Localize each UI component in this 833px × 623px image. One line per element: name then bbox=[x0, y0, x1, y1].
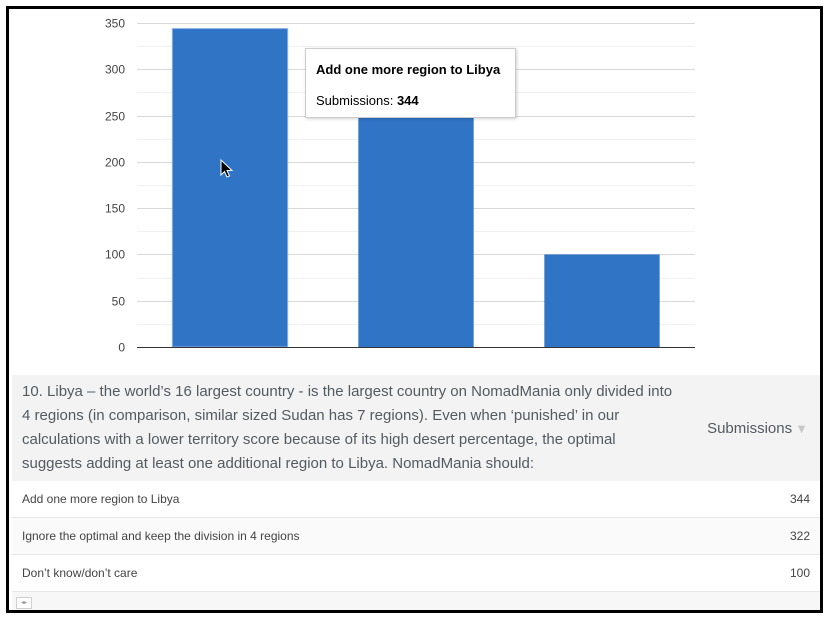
table-row bbox=[12, 555, 820, 592]
table-footer bbox=[12, 592, 820, 612]
results-table bbox=[12, 375, 820, 612]
row-value: 344 bbox=[789, 492, 810, 506]
y-tick-label: 350 bbox=[104, 16, 125, 31]
y-tick-label: 300 bbox=[104, 62, 125, 77]
row-label: Don’t know/don’t care bbox=[22, 566, 138, 580]
y-tick-label: 100 bbox=[104, 247, 125, 262]
y-tick-label: 200 bbox=[104, 155, 125, 170]
y-tick-label: 250 bbox=[104, 109, 125, 124]
pagination-control[interactable]: ◂▸ bbox=[16, 597, 32, 609]
row-value: 322 bbox=[789, 529, 810, 543]
tooltip-title: Add one more region to Libya bbox=[316, 62, 501, 77]
submissions-column-label: Submissions bbox=[707, 419, 793, 437]
row-label: Ignore the optimal and keep the division in 4 regions bbox=[22, 529, 300, 543]
tooltip-metric bbox=[316, 93, 419, 108]
bar bbox=[172, 29, 287, 347]
row-value: 100 bbox=[789, 566, 810, 580]
mouse-pointer-icon bbox=[220, 159, 234, 179]
row-label: Add one more region to Libya bbox=[22, 492, 180, 506]
chart-frame bbox=[6, 6, 823, 613]
y-tick-label: 150 bbox=[104, 201, 125, 216]
table-row bbox=[12, 481, 820, 518]
chart-tooltip bbox=[305, 48, 516, 118]
table-row bbox=[12, 518, 820, 555]
y-tick-label: 50 bbox=[111, 294, 125, 309]
table-header bbox=[12, 375, 820, 481]
bar bbox=[544, 254, 659, 347]
sort-desc-icon: ▼ bbox=[795, 420, 808, 436]
question-text: 10. Libya – the world’s 16 largest country - is the largest country on NomadMania only divided into 4 regions (in comparison, similar sized Sudan has 7 regions). Even when ‘punished’ in our calculations with a lower territory score because of its high desert percentage, the optimal suggests adding at least one additional region to Libya. NomadMania should: bbox=[22, 383, 673, 472]
tooltip-metric-value: 344 bbox=[396, 93, 419, 108]
y-tick-label: 0 bbox=[118, 340, 125, 355]
tooltip-metric-label: Submissions: bbox=[316, 93, 394, 108]
submissions-column-header[interactable] bbox=[688, 420, 820, 437]
